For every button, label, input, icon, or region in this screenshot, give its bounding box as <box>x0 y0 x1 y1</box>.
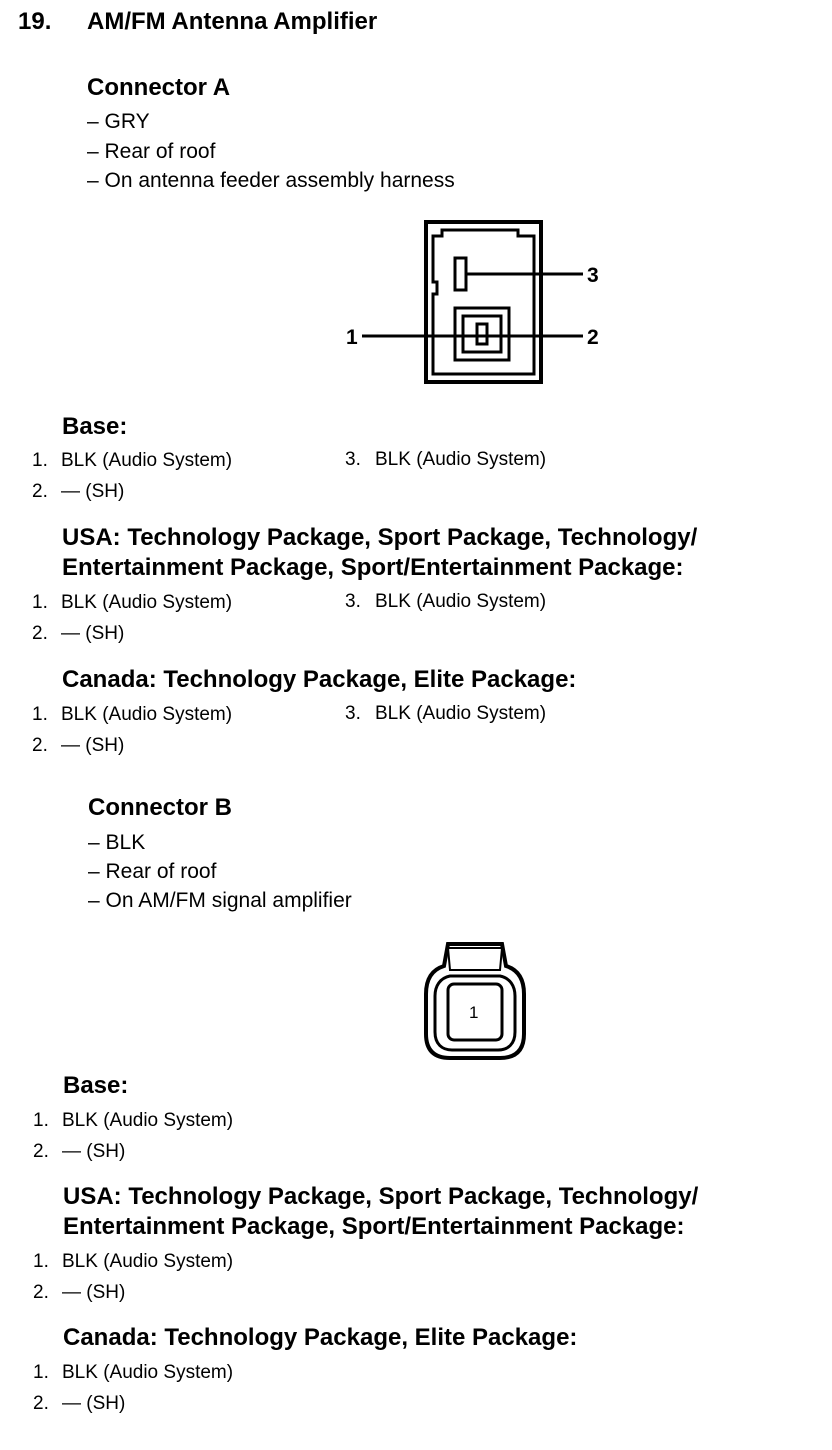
connector-b-diagram <box>420 938 530 1066</box>
pin-description: BLK (Audio System) <box>61 592 233 613</box>
pin-description: BLK (Audio System) <box>62 1362 234 1383</box>
connector-b-color: – BLK <box>88 831 146 854</box>
pin-description: BLK (Audio System) <box>375 591 547 612</box>
connector-a-canada-heading: Canada: Technology Package, Elite Package: <box>62 666 577 693</box>
pin-number: 2. <box>33 1393 49 1414</box>
connector-a-harness: – On antenna feeder assembly harness <box>87 169 455 192</box>
pin-number: 2. <box>32 481 48 502</box>
pin-description: — (SH) <box>62 1141 126 1162</box>
pin-number: 3. <box>345 449 361 470</box>
connector-a-color: – GRY <box>87 110 150 133</box>
section-number: 19. <box>18 8 52 35</box>
connector-b-base-heading: Base: <box>63 1072 129 1099</box>
connector-a-pin3-terminal <box>455 258 466 290</box>
connector-b-title: Connector B <box>88 794 232 821</box>
connector-a-pin2-label: 2 <box>587 326 599 349</box>
connector-b-latch <box>448 948 502 970</box>
pin-description: — (SH) <box>62 1393 126 1414</box>
connector-a-housing-outer <box>426 222 541 382</box>
connector-b-usa-heading-line1: USA: Technology Package, Sport Package, Technology/ <box>63 1183 699 1210</box>
pin-description: BLK (Audio System) <box>61 704 233 725</box>
connector-a-location: – Rear of roof <box>87 140 216 163</box>
connector-b-pin1-label: 1 <box>469 1003 479 1022</box>
connector-b-usa-heading-line2: Entertainment Package, Sport/Entertainment Package: <box>63 1213 685 1240</box>
connector-b-canada-heading: Canada: Technology Package, Elite Package: <box>63 1324 578 1351</box>
pin-number: 1. <box>33 1362 49 1383</box>
pin-description: — (SH) <box>62 1282 126 1303</box>
pin-number: 2. <box>32 735 48 756</box>
pin-number: 1. <box>33 1251 49 1272</box>
connector-a-base-heading: Base: <box>62 413 128 440</box>
connector-a-title: Connector A <box>87 74 231 101</box>
pin-number: 1. <box>32 450 48 471</box>
connector-b-mount: – On AM/FM signal amplifier <box>88 889 352 912</box>
connector-a-usa-heading-line2: Entertainment Package, Sport/Entertainment Package: <box>62 554 684 581</box>
pin-description: BLK (Audio System) <box>62 1110 234 1131</box>
pin-number: 1. <box>32 704 48 725</box>
section-title: AM/FM Antenna Amplifier <box>87 8 378 35</box>
pin-description: BLK (Audio System) <box>375 703 547 724</box>
pin-description: — (SH) <box>61 623 125 644</box>
connector-a-center-pin <box>477 324 487 344</box>
pin-number: 1. <box>33 1110 49 1131</box>
pin-number: 2. <box>33 1282 49 1303</box>
connector-a-center-socket-inner <box>463 316 501 352</box>
pin-description: — (SH) <box>61 735 125 756</box>
pin-description: BLK (Audio System) <box>375 449 547 470</box>
connector-a-usa-heading-line1: USA: Technology Package, Sport Package, Technology/ <box>62 524 698 551</box>
pin-description: BLK (Audio System) <box>61 450 233 471</box>
pin-description: BLK (Audio System) <box>62 1251 234 1272</box>
pin-description: — (SH) <box>61 481 125 502</box>
pin-number: 2. <box>33 1141 49 1162</box>
pin-number: 2. <box>32 623 48 644</box>
pin-number: 3. <box>345 591 361 612</box>
pin-number: 1. <box>32 592 48 613</box>
connector-a-pin1-label: 1 <box>346 326 358 349</box>
connector-a-diagram <box>340 218 620 388</box>
connector-b-location: – Rear of roof <box>88 860 217 883</box>
connector-a-pin3-label: 3 <box>587 264 599 287</box>
pin-number: 3. <box>345 703 361 724</box>
